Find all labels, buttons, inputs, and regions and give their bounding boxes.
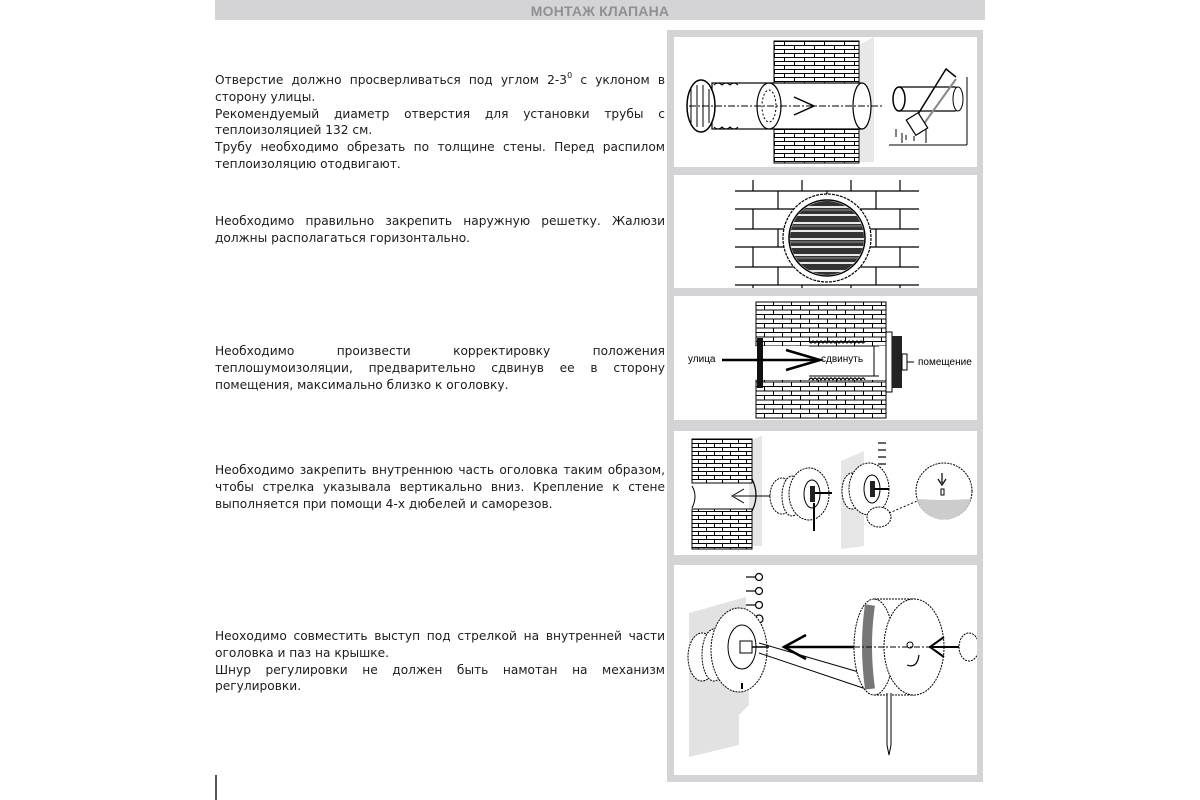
illustration-outer-grille: [674, 175, 977, 288]
step-1-paragraph-2: Рекомендуемый диаметр отверстия для установки трубы с теплоизоляцией 132 см.: [215, 106, 665, 138]
page-title: МОНТАЖ КЛАПАНА: [530, 3, 670, 19]
illustration-inner-head: [674, 431, 977, 555]
step-2-paragraph-1: Необходимо правильно закрепить наружную решетку. Жалюзи должны располагаться горизонтально.: [215, 214, 665, 245]
step-5-paragraph-1: Неоходимо совместить выступ под стрелкой на внутренней части оголовка и паз на крышке.: [215, 629, 665, 660]
pipe-drilling-icon: [674, 37, 977, 167]
step-3-paragraph-1: Необходимо произвести корректировку положения теплошумоизоляции, предварительно сдвинув ее в сторону помещения, максимально близко к оголовку.: [215, 344, 665, 392]
cover-exploded-icon: [674, 565, 977, 775]
step-5-paragraph-2: Шнур регулировки не должен быть намотан на механизм регулировки.: [215, 662, 665, 694]
step-1-paragraph-1: Отверстие должно просверливаться под углом $2-3^0$ с уклоном в сторону улицы.: [215, 71, 666, 104]
page-title-bar: [215, 0, 985, 20]
step-5-text: [215, 628, 665, 695]
step-1-paragraph-3: Трубу необходимо обрезать по толщине стены. Перед распилом теплоизоляцию отодвигают.: [215, 140, 665, 171]
page-margin-marker: [215, 775, 217, 800]
step-4-paragraph-1: Необходимо закрепить внутреннюю часть оголовка таким образом, чтобы стрелка указывала вертикально вниз. Крепление к стене выполняется при помощи 4-х дюбелей и саморезов.: [215, 463, 665, 511]
step-2-text: [215, 213, 665, 247]
step-1-text: [215, 72, 665, 173]
inner-head-mount-icon: [674, 431, 977, 555]
label-room: помещение: [918, 357, 972, 368]
illustration-insulation-shift: [674, 296, 977, 420]
grille-wall-icon: [674, 175, 977, 288]
label-street: улица: [688, 354, 716, 365]
insulation-shift-icon: [674, 296, 977, 420]
step-3-text: [215, 343, 665, 393]
degree-superscript: 0: [567, 71, 573, 80]
illustration-cover-alignment: [674, 565, 977, 775]
label-shift: сдвинуть: [821, 354, 864, 365]
illustration-drilling-pipe: [674, 37, 977, 167]
step-4-text: [215, 462, 665, 512]
